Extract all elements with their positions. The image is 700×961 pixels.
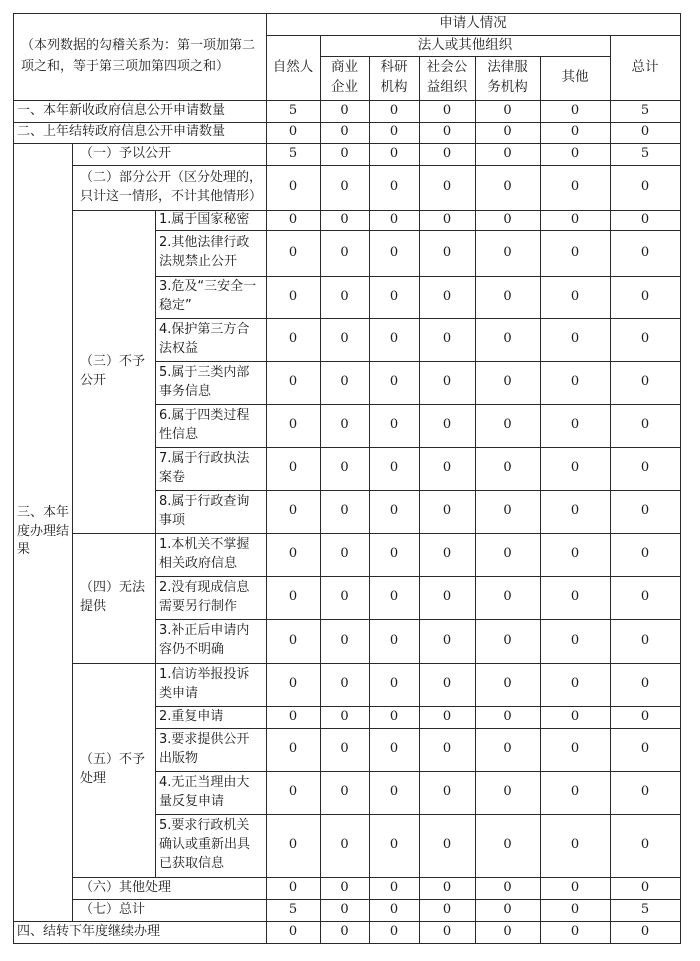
row-value: 0 <box>340 331 349 347</box>
row-label: 3.要求提供公开出版物 <box>159 731 250 766</box>
row-value: 0 <box>340 244 349 260</box>
row-value: 0 <box>389 923 399 939</box>
row-value: 0 <box>340 879 349 895</box>
row-value: 5 <box>288 102 298 118</box>
row-value: 0 <box>570 837 580 853</box>
grid-line-horizontal <box>13 143 680 144</box>
row-value: 0 <box>288 546 298 562</box>
row-value: 0 <box>503 676 512 692</box>
grid-line-horizontal <box>155 276 680 277</box>
row-value: 0 <box>340 837 349 853</box>
row-value: 0 <box>389 374 399 390</box>
row-label: 5.属于三类内部事务信息 <box>159 364 250 399</box>
row-value: 0 <box>442 879 452 895</box>
grid-line-vertical <box>72 143 73 921</box>
grid-line-horizontal <box>155 771 680 772</box>
grid-line-horizontal <box>155 728 680 729</box>
row-value: 0 <box>442 417 452 433</box>
row-value: 0 <box>640 589 650 605</box>
row-value: 0 <box>288 589 298 605</box>
grid-line-horizontal <box>13 13 680 14</box>
row-value: 0 <box>288 784 298 800</box>
row-value: 0 <box>442 784 452 800</box>
row-value: 0 <box>503 417 512 433</box>
header-research-institution: 科研 机构 <box>380 59 408 95</box>
row-value: 0 <box>503 124 512 140</box>
row-label: 2.其他法律行政法规禁止公开 <box>159 235 250 269</box>
row-label: （一）予以公开 <box>80 145 172 161</box>
row-value: 0 <box>389 503 399 519</box>
row-value: 0 <box>503 331 512 347</box>
row-value: 0 <box>640 837 650 853</box>
row-value: 0 <box>340 923 349 939</box>
row-value: 0 <box>570 374 580 390</box>
row-value: 0 <box>442 102 452 118</box>
row-value: 0 <box>288 741 298 757</box>
row-value: 0 <box>340 708 349 724</box>
row-value: 0 <box>503 460 512 476</box>
header-commercial-enterprise: 商业 企业 <box>331 59 358 95</box>
row-value: 0 <box>640 288 650 304</box>
row-value: 0 <box>640 879 650 895</box>
row-label: （七）总计 <box>80 901 146 917</box>
row-value: 0 <box>340 211 349 227</box>
row-value: 0 <box>340 145 349 161</box>
grid-line-horizontal <box>72 899 680 900</box>
row-value: 0 <box>288 708 298 724</box>
row-value: 0 <box>288 460 298 476</box>
grid-line-horizontal <box>320 56 610 57</box>
row-value: 0 <box>389 784 399 800</box>
row-value: 0 <box>389 102 399 118</box>
row-value: 0 <box>640 708 650 724</box>
row-value: 0 <box>389 417 399 433</box>
grid-line-vertical <box>369 56 370 943</box>
row-value: 0 <box>389 546 399 562</box>
row-value: 0 <box>570 417 580 433</box>
row-label: 2.重复申请 <box>159 708 224 724</box>
row-value: 0 <box>503 244 512 260</box>
row-value: 0 <box>570 331 580 347</box>
row-value: 0 <box>570 589 580 605</box>
grid-line-vertical <box>419 56 420 943</box>
grid-line-horizontal <box>72 210 680 211</box>
row-value: 0 <box>288 244 298 260</box>
row-value: 0 <box>570 784 580 800</box>
row-value: 0 <box>288 503 298 519</box>
row-value: 0 <box>570 741 580 757</box>
group-not-processed-label: （五）不予处理 <box>80 752 146 786</box>
grid-line-horizontal <box>155 490 680 491</box>
row-value: 0 <box>442 741 452 757</box>
row-value: 0 <box>389 244 399 260</box>
grid-line-vertical <box>540 56 541 943</box>
row-label: 1.属于国家秘密 <box>159 211 250 227</box>
row-value: 0 <box>570 145 580 161</box>
row-value: 0 <box>503 102 512 118</box>
row-value: 0 <box>503 374 512 390</box>
header-other: 其他 <box>561 69 589 86</box>
row-value: 0 <box>503 179 512 195</box>
row-label: 1.信访举报投诉类申请 <box>159 666 250 701</box>
row-value: 0 <box>640 124 650 140</box>
row-value: 0 <box>640 460 650 476</box>
grid-line-horizontal <box>155 447 680 448</box>
row-value: 0 <box>503 145 512 161</box>
grid-line-vertical <box>680 13 681 943</box>
row-label: 6.属于四类过程性信息 <box>159 407 250 442</box>
grid-line-horizontal <box>13 122 680 123</box>
row-value: 0 <box>570 676 580 692</box>
row-value: 0 <box>570 124 580 140</box>
row-value: 0 <box>503 784 512 800</box>
row-value: 0 <box>503 837 512 853</box>
row-value: 0 <box>288 179 298 195</box>
row-label: 4.无正当理由大量反复申请 <box>159 774 250 809</box>
row-value: 0 <box>389 879 399 895</box>
row-value: 0 <box>503 708 512 724</box>
row-value: 0 <box>340 102 349 118</box>
row-value: 0 <box>340 288 349 304</box>
row-value: 0 <box>389 901 399 917</box>
row-label: （二）部分公开（区分处理的，只计这一情形，不计其他情形） <box>80 169 263 204</box>
row-value: 0 <box>389 145 399 161</box>
grid-line-vertical <box>13 13 14 943</box>
row-value: 0 <box>640 211 650 227</box>
row-value: 0 <box>640 417 650 433</box>
row-value: 0 <box>340 901 349 917</box>
row-value: 5 <box>640 901 650 917</box>
header-note: （本列数据的勾稽关系为：第一项加第二项之和，等于第三项加第四项之和） <box>21 37 256 74</box>
row-label: 4.保护第三方合法权益 <box>159 321 250 356</box>
row-value: 0 <box>389 708 399 724</box>
grid-line-horizontal <box>155 230 680 231</box>
row-value: 0 <box>570 102 580 118</box>
grid-line-horizontal <box>155 318 680 319</box>
row-value: 0 <box>570 460 580 476</box>
header-applicant-situation: 申请人情况 <box>439 15 507 32</box>
row-value: 0 <box>570 288 580 304</box>
row-value: 0 <box>340 179 349 195</box>
row-value: 0 <box>570 244 580 260</box>
grid-line-horizontal <box>72 663 680 664</box>
row-value: 0 <box>503 923 512 939</box>
row-label: 2.没有现成信息需要另行制作 <box>159 579 250 614</box>
row-value: 0 <box>340 503 349 519</box>
row-value: 0 <box>288 124 298 140</box>
grid-line-vertical <box>320 35 321 943</box>
row-value: 0 <box>442 124 452 140</box>
row-value: 0 <box>640 179 650 195</box>
row-value: 0 <box>570 879 580 895</box>
row-value: 0 <box>442 460 452 476</box>
row-value: 0 <box>389 179 399 195</box>
grid-line-vertical <box>610 35 611 943</box>
grid-line-horizontal <box>155 706 680 707</box>
row-value: 0 <box>288 837 298 853</box>
row-value: 5 <box>640 102 650 118</box>
row-value: 0 <box>503 546 512 562</box>
row-value: 0 <box>288 676 298 692</box>
row-value: 0 <box>340 460 349 476</box>
row-value: 0 <box>442 503 452 519</box>
row-value: 0 <box>442 288 452 304</box>
row-value: 0 <box>288 632 298 648</box>
row-label: 1.本机关不掌握相关政府信息 <box>159 536 250 571</box>
grid-line-horizontal <box>155 404 680 405</box>
row-label: 一、本年新收政府信息公开申请数量 <box>17 102 226 118</box>
row-label: 5.要求行政机关确认或重新出具已获取信息 <box>159 818 251 871</box>
row-value: 0 <box>503 879 512 895</box>
row-value: 0 <box>389 589 399 605</box>
grid-line-vertical <box>266 13 267 943</box>
row-value: 0 <box>442 374 452 390</box>
row-label: 3.补正后申请内容仍不明确 <box>159 623 250 657</box>
row-value: 0 <box>503 741 512 757</box>
row-value: 0 <box>340 676 349 692</box>
row-value: 0 <box>570 211 580 227</box>
header-total: 总计 <box>631 58 659 75</box>
row-value: 0 <box>389 331 399 347</box>
row-value: 0 <box>442 145 452 161</box>
header-legal-persons-group: 法人或其他组织 <box>417 36 513 53</box>
row-value: 0 <box>340 784 349 800</box>
group-unable-provide-label: （四）无法提供 <box>80 580 146 614</box>
grid-line-vertical <box>155 210 156 877</box>
row-label: （六）其他处理 <box>80 879 172 895</box>
row-value: 0 <box>503 211 512 227</box>
row-value: 0 <box>640 741 650 757</box>
row-value: 0 <box>570 179 580 195</box>
group-not-disclosed-label: （三）不予公开 <box>80 353 146 388</box>
row-value: 0 <box>640 546 650 562</box>
row-label: 二、上年结转政府信息公开申请数量 <box>17 124 226 140</box>
row-value: 5 <box>288 901 298 917</box>
header-social-welfare-org: 社会公 益组织 <box>426 59 468 95</box>
row-value: 0 <box>442 632 452 648</box>
row-value: 5 <box>288 145 298 161</box>
row-value: 0 <box>503 288 512 304</box>
row-value: 0 <box>640 503 650 519</box>
header-natural-person: 自然人 <box>272 58 314 75</box>
row-value: 0 <box>442 211 452 227</box>
row-value: 0 <box>570 546 580 562</box>
row-value: 0 <box>389 676 399 692</box>
row-value: 0 <box>640 331 650 347</box>
grid-line-horizontal <box>13 921 680 922</box>
group-section3-label: 三、本年度办理结果 <box>17 504 70 558</box>
grid-line-horizontal <box>13 943 681 944</box>
row-label: 3.危及“三安全一稳定” <box>159 279 257 313</box>
row-value: 0 <box>442 676 452 692</box>
row-value: 0 <box>640 244 650 260</box>
grid-line-horizontal <box>155 576 680 577</box>
grid-line-horizontal <box>155 619 680 620</box>
row-value: 0 <box>340 546 349 562</box>
row-value: 0 <box>503 589 512 605</box>
row-value: 0 <box>640 632 650 648</box>
header-legal-service-org: 法律服 务机构 <box>487 59 528 95</box>
grid-line-horizontal <box>266 35 680 36</box>
row-value: 0 <box>340 741 349 757</box>
row-value: 5 <box>640 145 650 161</box>
row-value: 0 <box>503 632 512 648</box>
row-value: 0 <box>503 901 512 917</box>
row-value: 0 <box>288 331 298 347</box>
row-value: 0 <box>640 374 650 390</box>
row-value: 0 <box>288 374 298 390</box>
row-value: 0 <box>442 244 452 260</box>
grid-line-horizontal <box>72 533 680 534</box>
grid-line-horizontal <box>72 165 680 166</box>
row-value: 0 <box>340 374 349 390</box>
row-value: 0 <box>389 460 399 476</box>
row-value: 0 <box>503 503 512 519</box>
grid-line-horizontal <box>13 100 680 101</box>
row-value: 0 <box>389 288 399 304</box>
row-value: 0 <box>640 784 650 800</box>
row-value: 0 <box>570 901 580 917</box>
row-value: 0 <box>442 923 452 939</box>
row-value: 0 <box>442 837 452 853</box>
grid-line-horizontal <box>155 814 680 815</box>
grid-line-vertical <box>475 56 476 943</box>
row-value: 0 <box>389 211 399 227</box>
row-value: 0 <box>442 546 452 562</box>
row-label: 四、结转下年度继续办理 <box>17 923 161 939</box>
row-value: 0 <box>288 923 298 939</box>
row-value: 0 <box>442 179 452 195</box>
row-value: 0 <box>442 708 452 724</box>
row-value: 0 <box>640 676 650 692</box>
grid-line-horizontal <box>72 877 680 878</box>
row-value: 0 <box>442 901 452 917</box>
grid-line-horizontal <box>155 361 680 362</box>
row-value: 0 <box>288 879 298 895</box>
row-value: 0 <box>389 837 399 853</box>
row-value: 0 <box>340 417 349 433</box>
row-value: 0 <box>570 923 580 939</box>
row-label: 8.属于行政查询事项 <box>159 493 250 528</box>
row-value: 0 <box>640 923 650 939</box>
row-value: 0 <box>340 632 349 648</box>
row-value: 0 <box>570 632 580 648</box>
row-value: 0 <box>389 741 399 757</box>
row-value: 0 <box>288 211 298 227</box>
row-value: 0 <box>442 589 452 605</box>
row-value: 0 <box>340 589 349 605</box>
row-value: 0 <box>288 288 298 304</box>
row-value: 0 <box>570 708 580 724</box>
row-value: 0 <box>389 124 399 140</box>
row-value: 0 <box>288 417 298 433</box>
row-label: 7.属于行政执法案卷 <box>159 450 250 485</box>
row-value: 0 <box>340 124 349 140</box>
row-value: 0 <box>389 632 399 648</box>
row-value: 0 <box>570 503 580 519</box>
row-value: 0 <box>442 331 452 347</box>
